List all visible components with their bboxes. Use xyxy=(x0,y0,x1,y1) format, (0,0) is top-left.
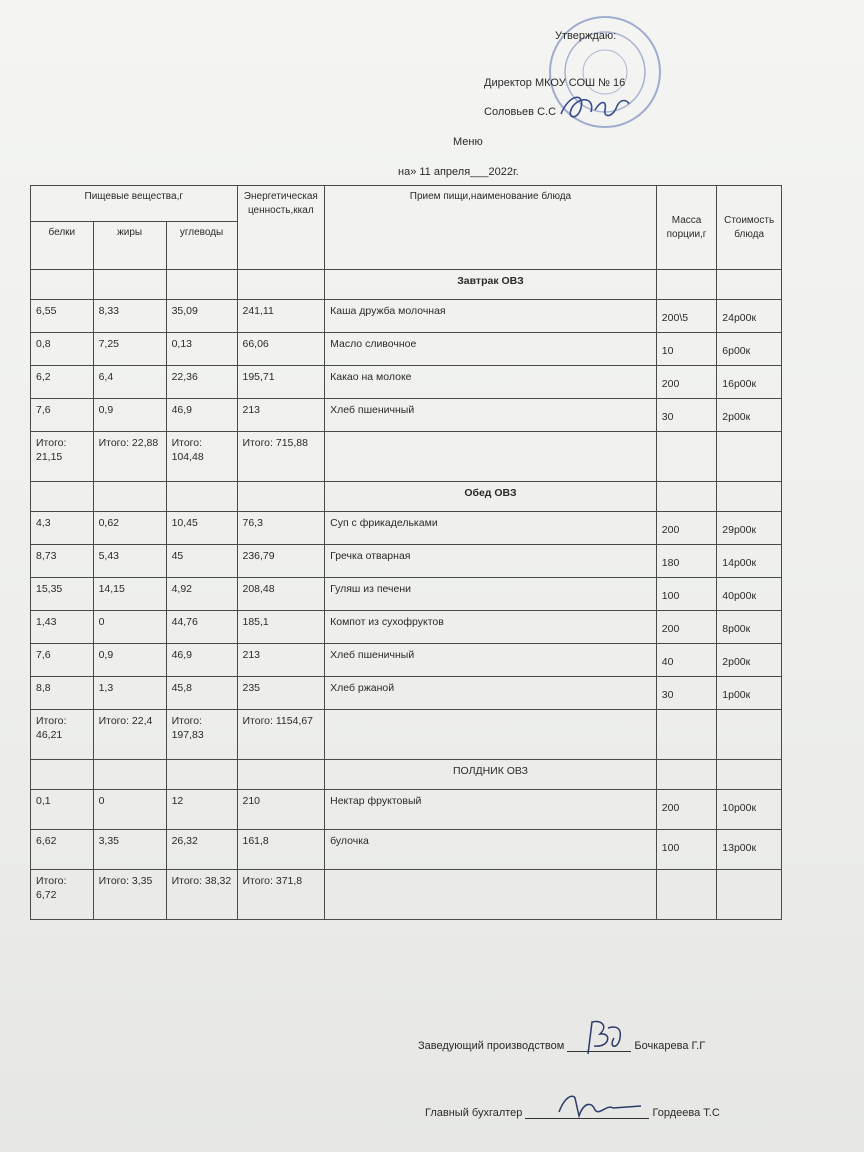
cell-proteins: 0,8 xyxy=(31,333,94,366)
empty-cell xyxy=(325,870,657,920)
cell-carbs: 22,36 xyxy=(166,366,237,399)
empty-cell xyxy=(166,482,237,512)
cell-mass: 180 xyxy=(656,545,716,578)
menu-title: Меню xyxy=(453,136,483,148)
cell-cost: 13р00к xyxy=(717,830,782,870)
cell-carbs: 46,9 xyxy=(166,399,237,432)
accountant-role: Главный бухгалтер xyxy=(425,1107,523,1119)
total-carbs: Итого: 38,32 xyxy=(166,870,237,920)
cell-fats: 7,25 xyxy=(93,333,166,366)
cell-energy: 236,79 xyxy=(237,545,325,578)
cell-mass: 200 xyxy=(656,790,716,830)
cell-energy: 241,11 xyxy=(237,300,325,333)
cell-fats: 0 xyxy=(93,790,166,830)
cell-cost: 16р00к xyxy=(717,366,782,399)
table-row xyxy=(31,545,782,578)
cell-mass: 30 xyxy=(656,399,716,432)
empty-cell xyxy=(656,482,716,512)
cell-mass: 200 xyxy=(656,512,716,545)
table-row xyxy=(31,790,782,830)
section-header-row xyxy=(31,760,782,790)
cell-fats: 5,43 xyxy=(93,545,166,578)
cell-name: Какао на молоке xyxy=(325,366,657,399)
table-row xyxy=(31,578,782,611)
table-row xyxy=(31,611,782,644)
empty-cell xyxy=(325,710,657,760)
cell-energy: 161,8 xyxy=(237,830,325,870)
empty-cell xyxy=(656,710,716,760)
production-name: Бочкарева Г.Г xyxy=(634,1040,706,1052)
cell-fats: 1,3 xyxy=(93,677,166,710)
cell-carbs: 10,45 xyxy=(166,512,237,545)
header-cost: Стоимость блюда xyxy=(717,186,782,270)
cell-fats: 3,35 xyxy=(93,830,166,870)
cell-carbs: 45,8 xyxy=(166,677,237,710)
cell-name: Гречка отварная xyxy=(325,545,657,578)
cell-cost: 24р00к xyxy=(717,300,782,333)
cell-cost: 14р00к xyxy=(717,545,782,578)
cell-cost: 8р00к xyxy=(717,611,782,644)
cell-energy: 213 xyxy=(237,399,325,432)
cell-energy: 76,3 xyxy=(237,512,325,545)
section-header-row xyxy=(31,482,782,512)
cell-cost: 2р00к xyxy=(717,644,782,677)
empty-cell xyxy=(237,270,325,300)
cell-carbs: 12 xyxy=(166,790,237,830)
cell-proteins: 8,73 xyxy=(31,545,94,578)
header-mass: Масса порции,г xyxy=(656,186,716,270)
cell-mass: 30 xyxy=(656,677,716,710)
approval-director: Директор МКОУ СОШ № 16 xyxy=(484,77,626,89)
cell-mass: 100 xyxy=(656,830,716,870)
table-row xyxy=(31,300,782,333)
empty-cell xyxy=(93,760,166,790)
header-carbs: углеводы xyxy=(166,222,237,270)
cell-fats: 0 xyxy=(93,611,166,644)
cell-fats: 6,4 xyxy=(93,366,166,399)
section-title: ПОЛДНИК ОВЗ xyxy=(325,760,657,790)
cell-name: булочка xyxy=(325,830,657,870)
cell-proteins: 15,35 xyxy=(31,578,94,611)
cell-fats: 14,15 xyxy=(93,578,166,611)
empty-cell xyxy=(656,760,716,790)
empty-cell xyxy=(237,482,325,512)
signature-production xyxy=(418,1040,705,1052)
total-fats: Итого: 3,35 xyxy=(93,870,166,920)
section-title: Обед ОВЗ xyxy=(325,482,657,512)
total-carbs: Итого: 197,83 xyxy=(166,710,237,760)
empty-cell xyxy=(31,270,94,300)
header-energy: Энергетическая ценность,ккал xyxy=(237,186,325,270)
cell-energy: 213 xyxy=(237,644,325,677)
total-row xyxy=(31,432,782,482)
cell-name: Компот из сухофруктов xyxy=(325,611,657,644)
empty-cell xyxy=(93,482,166,512)
total-row xyxy=(31,710,782,760)
empty-cell xyxy=(717,760,782,790)
total-proteins: Итого: 6,72 xyxy=(31,870,94,920)
cell-cost: 40р00к xyxy=(717,578,782,611)
total-row xyxy=(31,870,782,920)
table-row xyxy=(31,333,782,366)
header-meal: Прием пищи,наименование блюда xyxy=(325,186,657,270)
cell-carbs: 26,32 xyxy=(166,830,237,870)
director-signature-icon xyxy=(555,88,635,126)
total-proteins: Итого: 46,21 xyxy=(31,710,94,760)
cell-proteins: 4,3 xyxy=(31,512,94,545)
empty-cell xyxy=(717,710,782,760)
cell-proteins: 0,1 xyxy=(31,790,94,830)
cell-energy: 195,71 xyxy=(237,366,325,399)
cell-energy: 185,1 xyxy=(237,611,325,644)
empty-cell xyxy=(166,270,237,300)
cell-name: Хлеб ржаной xyxy=(325,677,657,710)
menu-table xyxy=(30,185,782,920)
section-title: Завтрак ОВЗ xyxy=(325,270,657,300)
total-energy: Итого: 371,8 xyxy=(237,870,325,920)
empty-cell xyxy=(31,760,94,790)
cell-energy: 66,06 xyxy=(237,333,325,366)
cell-cost: 10р00к xyxy=(717,790,782,830)
total-energy: Итого: 1154,67 xyxy=(237,710,325,760)
menu-date: на» 11 апреля___2022г. xyxy=(398,166,519,178)
table-row xyxy=(31,830,782,870)
cell-name: Каша дружба молочная xyxy=(325,300,657,333)
cell-carbs: 4,92 xyxy=(166,578,237,611)
table-row xyxy=(31,366,782,399)
cell-mass: 40 xyxy=(656,644,716,677)
accountant-name: Гордеева Т.С xyxy=(652,1107,720,1119)
empty-cell xyxy=(656,432,716,482)
empty-cell xyxy=(325,432,657,482)
approval-name: Соловьев С.С xyxy=(484,106,557,118)
accountant-signature-icon xyxy=(555,1090,645,1120)
cell-cost: 29р00к xyxy=(717,512,782,545)
cell-mass: 100 xyxy=(656,578,716,611)
cell-name: Гуляш из печени xyxy=(325,578,657,611)
cell-mass: 10 xyxy=(656,333,716,366)
total-fats: Итого: 22,4 xyxy=(93,710,166,760)
cell-proteins: 6,2 xyxy=(31,366,94,399)
cell-mass: 200 xyxy=(656,611,716,644)
cell-proteins: 7,6 xyxy=(31,399,94,432)
cell-fats: 0,62 xyxy=(93,512,166,545)
total-fats: Итого: 22,88 xyxy=(93,432,166,482)
empty-cell xyxy=(166,760,237,790)
cell-proteins: 6,55 xyxy=(31,300,94,333)
total-proteins: Итого: 21,15 xyxy=(31,432,94,482)
cell-mass: 200\5 xyxy=(656,300,716,333)
total-energy: Итого: 715,88 xyxy=(237,432,325,482)
cell-name: Нектар фруктовый xyxy=(325,790,657,830)
production-role: Заведующий производством xyxy=(418,1040,565,1052)
header-fats: жиры xyxy=(93,222,166,270)
cell-energy: 210 xyxy=(237,790,325,830)
empty-cell xyxy=(237,760,325,790)
cell-carbs: 46,9 xyxy=(166,644,237,677)
empty-cell xyxy=(656,870,716,920)
cell-carbs: 0,13 xyxy=(166,333,237,366)
cell-energy: 235 xyxy=(237,677,325,710)
production-signature-icon xyxy=(578,1018,628,1058)
cell-energy: 208,48 xyxy=(237,578,325,611)
cell-proteins: 8,8 xyxy=(31,677,94,710)
cell-proteins: 7,6 xyxy=(31,644,94,677)
cell-proteins: 6,62 xyxy=(31,830,94,870)
header-nutrients: Пищевые вещества,г xyxy=(31,186,238,222)
cell-name: Хлеб пшеничный xyxy=(325,644,657,677)
cell-proteins: 1,43 xyxy=(31,611,94,644)
cell-cost: 2р00к xyxy=(717,399,782,432)
cell-carbs: 45 xyxy=(166,545,237,578)
cell-name: Масло сливочное xyxy=(325,333,657,366)
empty-cell xyxy=(656,270,716,300)
cell-name: Суп с фрикадельками xyxy=(325,512,657,545)
header-proteins: белки xyxy=(31,222,94,270)
cell-name: Хлеб пшеничный xyxy=(325,399,657,432)
approval-caption: Утверждаю: xyxy=(555,30,617,42)
empty-cell xyxy=(717,270,782,300)
section-header-row xyxy=(31,270,782,300)
empty-cell xyxy=(717,870,782,920)
empty-cell xyxy=(717,432,782,482)
table-row xyxy=(31,399,782,432)
table-row xyxy=(31,512,782,545)
cell-cost: 1р00к xyxy=(717,677,782,710)
cell-fats: 8,33 xyxy=(93,300,166,333)
cell-mass: 200 xyxy=(656,366,716,399)
table-row xyxy=(31,677,782,710)
cell-carbs: 44,76 xyxy=(166,611,237,644)
cell-fats: 0,9 xyxy=(93,644,166,677)
cell-carbs: 35,09 xyxy=(166,300,237,333)
empty-cell xyxy=(717,482,782,512)
table-row xyxy=(31,644,782,677)
cell-fats: 0,9 xyxy=(93,399,166,432)
total-carbs: Итого: 104,48 xyxy=(166,432,237,482)
empty-cell xyxy=(31,482,94,512)
empty-cell xyxy=(93,270,166,300)
cell-cost: 6р00к xyxy=(717,333,782,366)
